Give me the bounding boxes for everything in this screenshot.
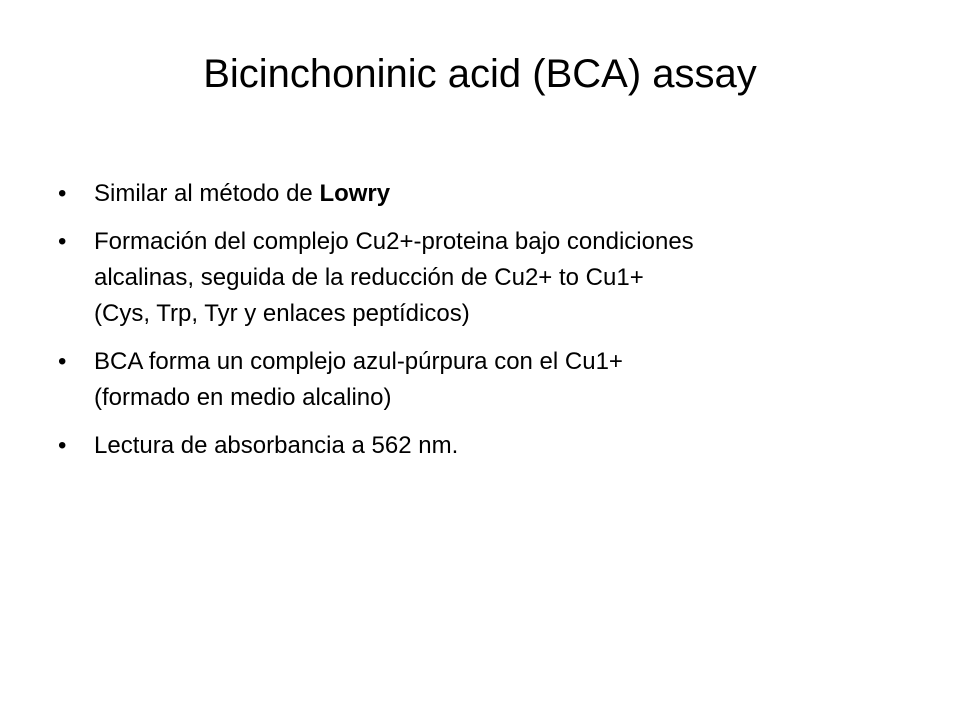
bullet-item-complex-formation <box>58 224 918 332</box>
bullet-line: (formado en medio alcalino) <box>94 384 392 411</box>
bullet-line: Lectura de absorbancia a 562 nm. <box>94 432 459 459</box>
bullet-line: (Cys, Trp, Tyr y enlaces peptídicos) <box>94 300 470 327</box>
bullet-marker: • <box>58 180 67 207</box>
bullet-line <box>94 176 918 212</box>
bullet-item-lowry <box>58 176 918 212</box>
bullet-list <box>58 176 918 476</box>
bullet-marker: • <box>58 432 67 459</box>
bullet-item-absorbance <box>58 428 918 464</box>
bullet-marker: • <box>58 228 67 255</box>
bullet-line: alcalinas, seguida de la reducción de Cu2+ to Cu1+ <box>94 264 644 291</box>
bullet-text: Similar al método de <box>94 180 320 207</box>
bullet-line: Formación del complejo Cu2+-proteina bajo condiciones <box>94 228 694 255</box>
bullet-item-bca-complex <box>58 344 918 416</box>
bullet-bold-text: Lowry <box>319 180 391 207</box>
bullet-marker: • <box>58 348 67 375</box>
bullet-line: BCA forma un complejo azul-púrpura con el Cu1+ <box>94 348 623 375</box>
slide-title: Bicinchoninic acid (BCA) assay <box>203 52 757 96</box>
